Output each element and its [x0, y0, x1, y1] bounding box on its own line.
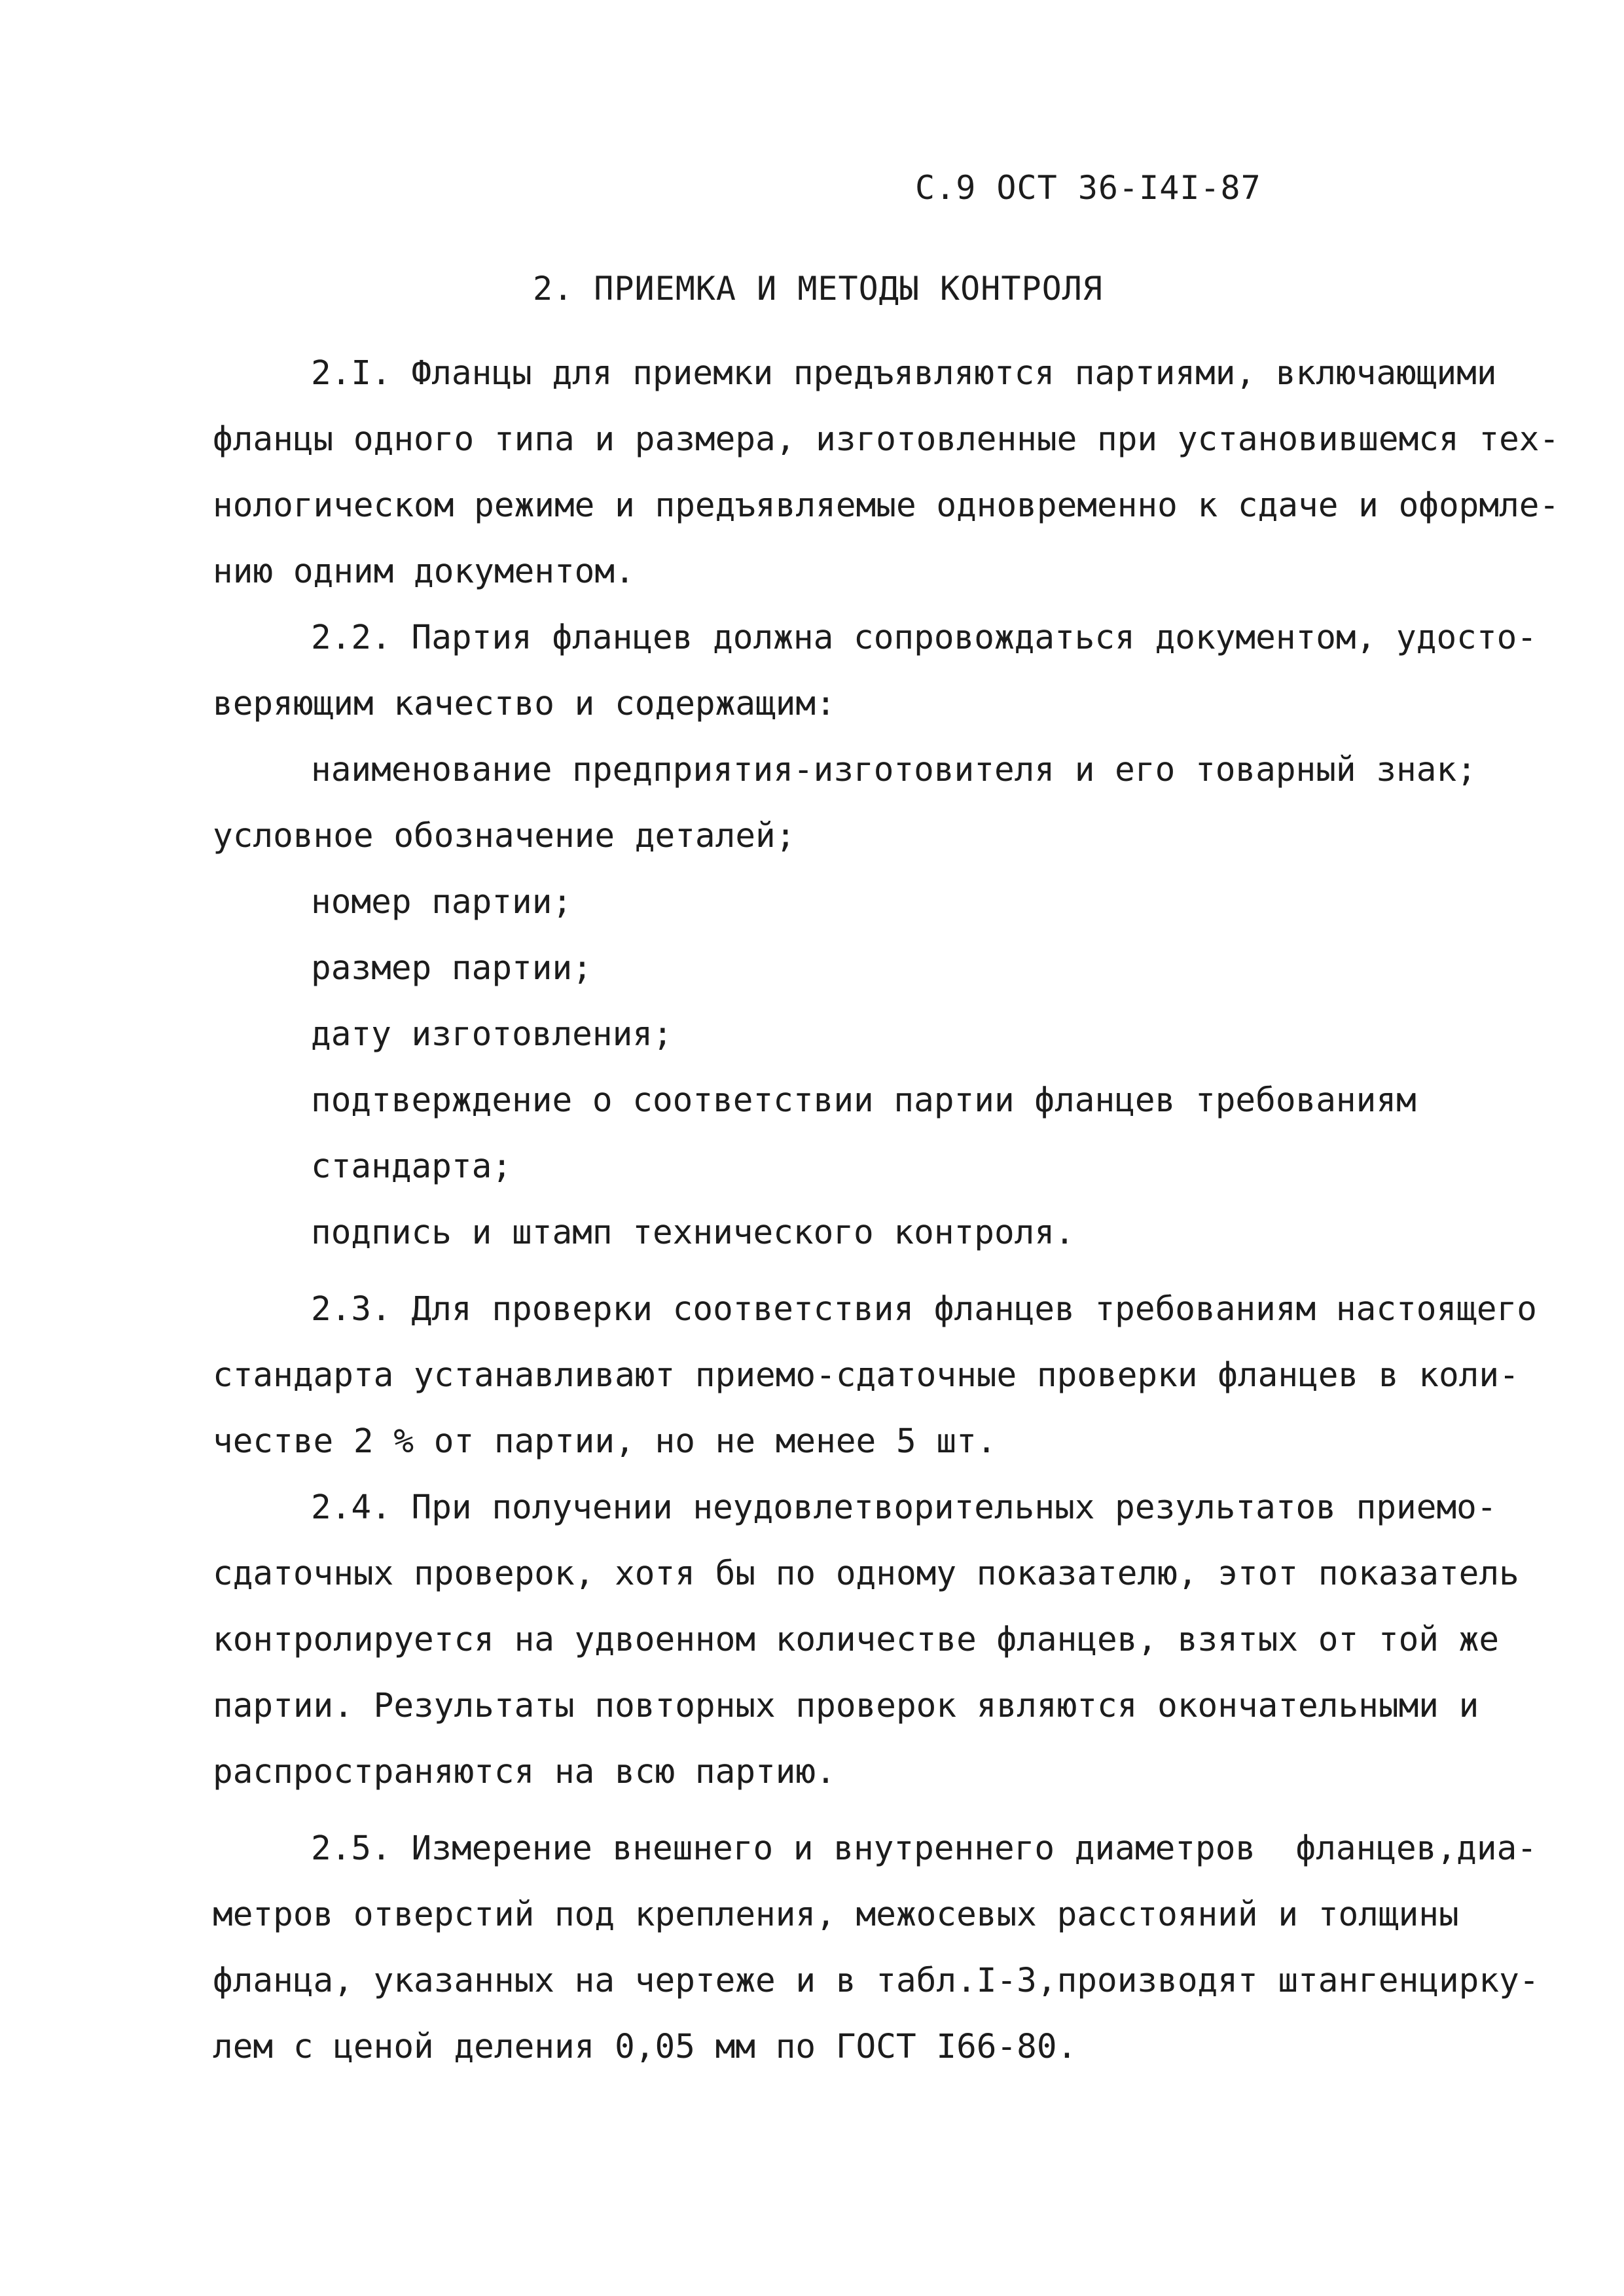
paragraph-2-2: [213, 605, 1555, 737]
paragraph-line: сдаточных проверок, хотя бы по одному показателю, этот показатель: [213, 1554, 1519, 1593]
list-item: стандарта;: [311, 1147, 513, 1186]
paragraph-line: 2.2. Партия фланцев должна сопровождаться документом, удосто-: [311, 619, 1537, 657]
paragraph-2-5: [213, 1816, 1555, 2080]
paragraph-line: распространяются на всю партию.: [213, 1753, 836, 1791]
paragraph-line: 2.3. Для проверки соответствия фланцев требованиям настоящего: [311, 1290, 1537, 1329]
list-item: дату изготовления;: [311, 1015, 673, 1054]
spacer: [213, 1805, 1555, 1816]
paragraph-line: нологическом режиме и предъявляемые одновременно к сдаче и оформле-: [213, 486, 1560, 525]
paragraph-line: 2.5. Измерение внешнего и внутреннего диаметров фланцев,диа-: [311, 1829, 1537, 1868]
paragraph-line: контролируется на удвоенном количестве фланцев, взятых от той же: [213, 1621, 1500, 1659]
list-item: подпись и штамп технического контроля.: [311, 1213, 1075, 1252]
paragraph-line: 2.I. Фланцы для приемки предъявляются партиями, включающими: [311, 354, 1497, 393]
paragraph-line: стандарта устанавливают приемо-сдаточные проверки фланцев в коли-: [213, 1356, 1519, 1395]
list-item: подтверждение о соответствии партии фланцев требованиям: [311, 1081, 1416, 1120]
page-header: С.9 ОСТ 36-I4I-87: [915, 169, 1261, 207]
spacer: [213, 1266, 1555, 1276]
paragraph-line: честве 2 % от партии, но не менее 5 шт.: [213, 1422, 997, 1461]
paragraph-line: метров отверстий под крепления, межосевых расстояний и толщины: [213, 1895, 1459, 1934]
paragraph-line: фланцы одного типа и размера, изготовленные при установившемся тех-: [213, 420, 1560, 459]
list-item: наименование предприятия-изготовителя и его товарный знак;: [311, 751, 1477, 789]
paragraph-line: фланца, указанных на чертеже и в табл.I-3,производят штангенцирку-: [213, 1962, 1540, 2000]
section-title: 2. ПРИЕМКА И МЕТОДЫ КОНТРОЛЯ: [533, 270, 1103, 308]
paragraph-line: веряющим качество и содержащим:: [213, 685, 836, 723]
paragraph-2-4: [213, 1475, 1555, 1805]
paragraph-line: 2.4. При получении неудовлетворительных результатов приемо-: [311, 1488, 1497, 1527]
paragraph-2-1: [213, 340, 1560, 605]
list-item: номер партии;: [311, 883, 573, 922]
list-item: размер партии;: [311, 949, 592, 988]
paragraph-line: нию одним документом.: [213, 552, 635, 591]
list-item: условное обозначение деталей;: [213, 817, 796, 855]
paragraph-line: лем с ценой деления 0,05 мм по ГОСТ I66-80.: [213, 2028, 1077, 2066]
paragraph-2-3: [213, 1276, 1555, 1475]
paragraph-line: партии. Результаты повторных проверок являются окончательными и: [213, 1687, 1479, 1725]
paragraph-2-2-list: [213, 737, 1555, 1266]
document-body: [213, 340, 1560, 2080]
